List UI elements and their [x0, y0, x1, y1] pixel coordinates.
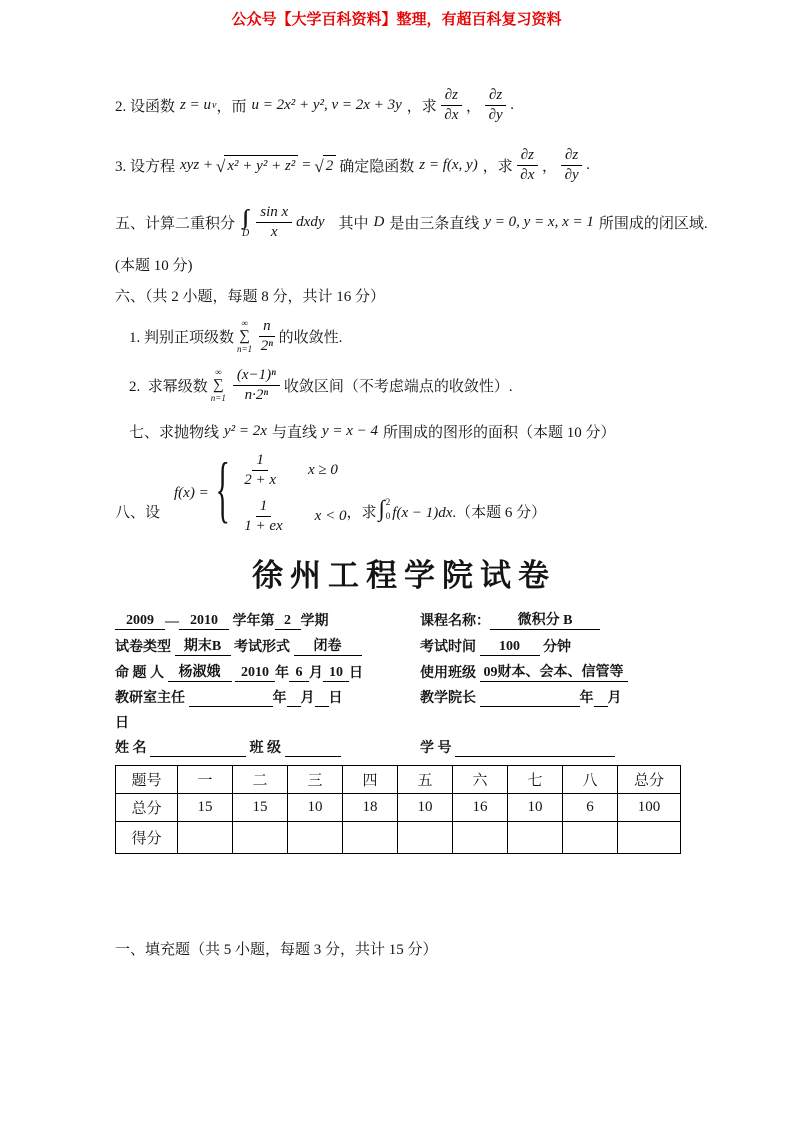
month-blank [315, 691, 329, 707]
problem-3 [115, 147, 693, 185]
problem-8-tail: .（本题 6 分） [452, 504, 547, 521]
form-row-signatures [115, 687, 693, 707]
double-integral-icon [242, 204, 250, 239]
year-start-field: 2009 [115, 613, 165, 630]
month-unit: 月 [300, 690, 315, 706]
radical-icon: √ [314, 157, 324, 177]
header-cell: 六 [453, 765, 508, 793]
class-field: 09财本、会本、信管等 [480, 661, 628, 682]
fraction-denominator: ∂x [520, 166, 535, 183]
fx-equals: f(x) = [174, 485, 209, 501]
time-field: 100 [480, 639, 540, 656]
day-unit: 日 [328, 690, 343, 706]
total-cell: 10 [398, 793, 453, 821]
integral-body: f(x − 1)dx [392, 504, 453, 521]
exam-info-form [115, 609, 693, 757]
total-cell: 10 [508, 793, 563, 821]
case-row-2 [240, 498, 346, 536]
setter-field: 杨淑娥 [168, 661, 232, 682]
gained-label-cell: 得分 [116, 821, 178, 853]
item-1-tail: 的收敛性. [278, 329, 343, 346]
month-unit: 月 [607, 690, 622, 706]
setter-label: 命 题 人 [115, 665, 168, 681]
wrapped-day-cell [115, 712, 420, 732]
problem-8 [115, 452, 693, 536]
case-row-1 [240, 452, 346, 490]
time-label: 考试时间 [420, 639, 480, 655]
gained-cell-empty [233, 821, 288, 853]
fraction-denominator: ∂y [564, 166, 579, 183]
series-term-fraction [259, 318, 275, 356]
header-cell: 三 [288, 765, 343, 793]
case-2-fraction [244, 498, 282, 536]
integral-symbol: ∫ [378, 496, 385, 521]
month-unit: 月 [309, 665, 323, 681]
total-cell: 18 [343, 793, 398, 821]
name-label: 姓 名 [115, 740, 150, 756]
student-id-blank [455, 741, 615, 757]
problem-2-ask: ，求 [406, 99, 437, 116]
problem-8-ask: ，求 [346, 504, 377, 521]
problem-5-tail: 所围成的闭区域. [598, 216, 708, 233]
case-1-fraction [244, 452, 276, 490]
sum-upper-limit: ∞ [241, 317, 248, 328]
problem-2-mid: ，而 [216, 99, 247, 116]
problem-5-mid: 其中 [338, 216, 369, 233]
header-cell: 五 [398, 765, 453, 793]
gained-cell-empty [178, 821, 233, 853]
gained-cell-empty [453, 821, 508, 853]
document-content [0, 87, 793, 959]
fraction-numerator: (x−1)ⁿ [233, 367, 280, 386]
square-root-expression [216, 155, 298, 175]
year-unit: 年 [272, 690, 287, 706]
sigma-symbol: ∑ [239, 327, 250, 344]
header-cell: 四 [343, 765, 398, 793]
score-note: (本题 10 分) [115, 257, 193, 274]
fraction-numerator: ∂z [517, 147, 538, 166]
item-2-lead: 2. 求幂级数 [129, 379, 208, 396]
form-row-wrapped-day [115, 712, 693, 732]
piecewise-function-block [174, 452, 346, 536]
form-row-type [115, 635, 693, 656]
integral-limits [385, 496, 391, 522]
comma-separator: ， [466, 99, 482, 116]
integral-upper-limit: 2 [385, 496, 391, 507]
equals-sign: = [301, 156, 312, 173]
sinx-over-x-fraction [256, 204, 292, 242]
date-day-field: 10 [323, 665, 349, 682]
line-equation: y = x − 4 [321, 422, 379, 439]
form-setter-left [115, 661, 420, 682]
problem-7-lead: 七、求抛物线 [129, 424, 220, 441]
gained-cell-empty [343, 821, 398, 853]
problem-5-mid2: 是由三条直线 [389, 216, 480, 233]
total-cell: 15 [178, 793, 233, 821]
year-end-field: 2010 [179, 613, 229, 630]
fraction-denominator: n·2ⁿ [244, 387, 269, 404]
partial-dz-dx-fraction [517, 147, 538, 185]
dean-label: 教学院长 [420, 690, 480, 706]
square-root-two [314, 155, 336, 175]
problem-6-head-text: 六、（共 2 小题，每题 8 分，共计 16 分） [115, 288, 386, 305]
format-label: 考试形式 [230, 639, 294, 655]
partial-dz-dx-fraction [441, 87, 462, 125]
summation-icon [211, 368, 226, 403]
total-cell: 15 [233, 793, 288, 821]
page-title: 徐州工程学院试卷 [252, 557, 556, 593]
partial-dz-dy-fraction [561, 147, 582, 185]
double-integral-symbol: ∫∫ [242, 204, 244, 229]
score-table-total-row [116, 793, 681, 821]
director-signature-blank [189, 691, 273, 707]
class2-label: 班 级 [246, 740, 285, 756]
day-unit: 日 [115, 715, 129, 731]
fraction-numerator: ∂z [441, 87, 462, 106]
fraction-numerator: 1 [256, 498, 272, 517]
course-name-field: 微积分 B [490, 609, 600, 630]
gained-cell-empty [508, 821, 563, 853]
fraction-denominator: 1 + ex [244, 518, 283, 535]
definite-integral-icon [378, 496, 390, 522]
sum-lower-limit: n=1 [237, 343, 253, 354]
total-cell: 6 [563, 793, 618, 821]
form-row-year [115, 609, 693, 630]
problem-7-mid: 与直线 [271, 424, 317, 441]
day-unit: 日 [349, 665, 363, 681]
formula-implicit-function: z = f(x, y) [419, 156, 478, 173]
summation-icon [237, 319, 252, 354]
dash: — [165, 613, 179, 629]
radical-icon: √ [216, 157, 226, 177]
date-month-field: 6 [289, 665, 309, 682]
differential-dxdy: dxdy [296, 214, 325, 231]
director-label: 教研室主任 [115, 690, 189, 706]
type-field: 期末B [175, 635, 231, 656]
comma-separator: ， [541, 158, 557, 175]
time-unit: 分钟 [539, 639, 571, 655]
case-2-condition: x < 0 [314, 508, 347, 525]
total-cell: 16 [453, 793, 508, 821]
problem-6-item-1 [129, 318, 693, 356]
form-course-right [420, 609, 693, 630]
form-dean-right [420, 687, 693, 707]
form-time-right [420, 635, 693, 656]
header-cell: 总分 [618, 765, 681, 793]
radicand: 2 [323, 155, 337, 175]
form-director-left [115, 687, 420, 707]
fraction-numerator: sin x [256, 204, 292, 223]
problem-5-lead: 五、计算二重积分 [115, 216, 236, 233]
fraction-denominator: 2 + x [244, 471, 277, 488]
score-table-gained-row [116, 821, 681, 853]
type-label: 试卷类型 [115, 639, 175, 655]
name-blank [150, 741, 246, 757]
gained-cell-empty [288, 821, 343, 853]
form-type-left [115, 635, 420, 656]
problem-2-lead: 2. 设函数 [115, 99, 176, 116]
period: . [586, 156, 590, 173]
year-blank [287, 691, 301, 707]
parabola-equation: y² = 2x [224, 422, 267, 439]
section-1-text: 一、填充题（共 5 小题，每题 3 分，共计 15 分） [115, 941, 438, 958]
sigma-symbol: ∑ [212, 377, 224, 394]
form-row-setter [115, 661, 693, 682]
fraction-numerator: ∂z [561, 147, 582, 166]
fraction-numerator: ∂z [485, 87, 506, 106]
formula-xyz: xyz + [180, 156, 214, 173]
gained-cell-empty [398, 821, 453, 853]
fraction-denominator: x [270, 224, 278, 241]
header-cell: 一 [178, 765, 233, 793]
fraction-numerator: 1 [252, 452, 268, 471]
form-row-student [115, 737, 693, 757]
dean-signature-blank [480, 691, 580, 707]
header-notice: 公众号【大学百科资料】整理，有超百科复习资料 [231, 12, 562, 28]
item-2-tail: 收敛区间（不考虑端点的收敛性）. [283, 379, 513, 396]
year-unit: 年 [579, 690, 594, 706]
fraction-denominator: ∂x [444, 107, 459, 124]
fraction-numerator: n [259, 318, 275, 337]
problem-2 [115, 87, 693, 125]
problem-6-heading [115, 285, 693, 306]
problem-3-ask: ，求 [482, 158, 513, 175]
year-unit: 年 [275, 665, 289, 681]
form-sid-right [420, 737, 693, 757]
course-label: 课程名称： [420, 613, 490, 629]
term-label-post: 学期 [300, 613, 329, 629]
class-blank [285, 741, 341, 757]
item-1-lead: 1. 判别正项级数 [129, 329, 235, 346]
case-rows [240, 452, 346, 536]
header-cell: 七 [508, 765, 563, 793]
problem-7-tail: 所围成的图形的面积（本题 10 分） [383, 424, 616, 441]
total-cell: 10 [288, 793, 343, 821]
boundary-lines: y = 0, y = x, x = 1 [484, 214, 594, 231]
period: . [510, 97, 515, 114]
term-label-pre: 学年第 [229, 613, 275, 629]
power-series-term-fraction [233, 367, 280, 405]
formula-u-v: u = 2x² + y², v = 2x + 3y [251, 97, 402, 114]
year-blank [594, 691, 608, 707]
superscript-v: v [211, 100, 217, 112]
gained-cell-empty [563, 821, 618, 853]
cases-group [209, 452, 347, 536]
date-year-field: 2010 [235, 665, 275, 682]
class-label: 使用班级 [420, 665, 480, 681]
total-label-cell: 总分 [116, 793, 178, 821]
header-cell: 八 [563, 765, 618, 793]
fraction-denominator: 2ⁿ [260, 337, 273, 354]
header-cell: 题号 [116, 765, 178, 793]
problem-5 [115, 204, 708, 242]
format-field: 闭卷 [294, 635, 362, 656]
term-field: 2 [275, 613, 301, 630]
problem-8-lead: 八、设 [115, 504, 161, 521]
score-table-header-row [116, 765, 681, 793]
problem-3-mid: 确定隐函数 [339, 158, 415, 175]
form-class-right [420, 661, 693, 682]
left-brace-icon: { [215, 451, 230, 533]
sum-upper-limit: ∞ [215, 367, 222, 378]
form-name-left [115, 737, 420, 757]
region-d-label: D [373, 214, 385, 231]
case-1-condition: x ≥ 0 [308, 461, 338, 478]
partial-dz-dy-fraction [485, 87, 506, 125]
problem-5-score [115, 254, 693, 275]
formula-z-equals-u: z = u [180, 97, 211, 114]
section-1-heading [115, 938, 693, 959]
problem-7 [129, 421, 693, 442]
problem-3-lead: 3. 设方程 [115, 158, 176, 175]
gained-cell-empty [618, 821, 681, 853]
total-cell: 100 [618, 793, 681, 821]
fraction-denominator: ∂y [488, 107, 503, 124]
integral-lower-limit: 0 [385, 510, 391, 521]
problem-6-item-2 [129, 367, 693, 405]
student-id-label: 学 号 [420, 740, 455, 756]
header-cell: 二 [233, 765, 288, 793]
integral-domain-label: D [242, 227, 250, 239]
radicand: x² + y² + z² [224, 155, 298, 175]
sum-lower-limit: n=1 [210, 393, 226, 404]
score-table [115, 765, 681, 854]
form-year-left [115, 609, 420, 630]
